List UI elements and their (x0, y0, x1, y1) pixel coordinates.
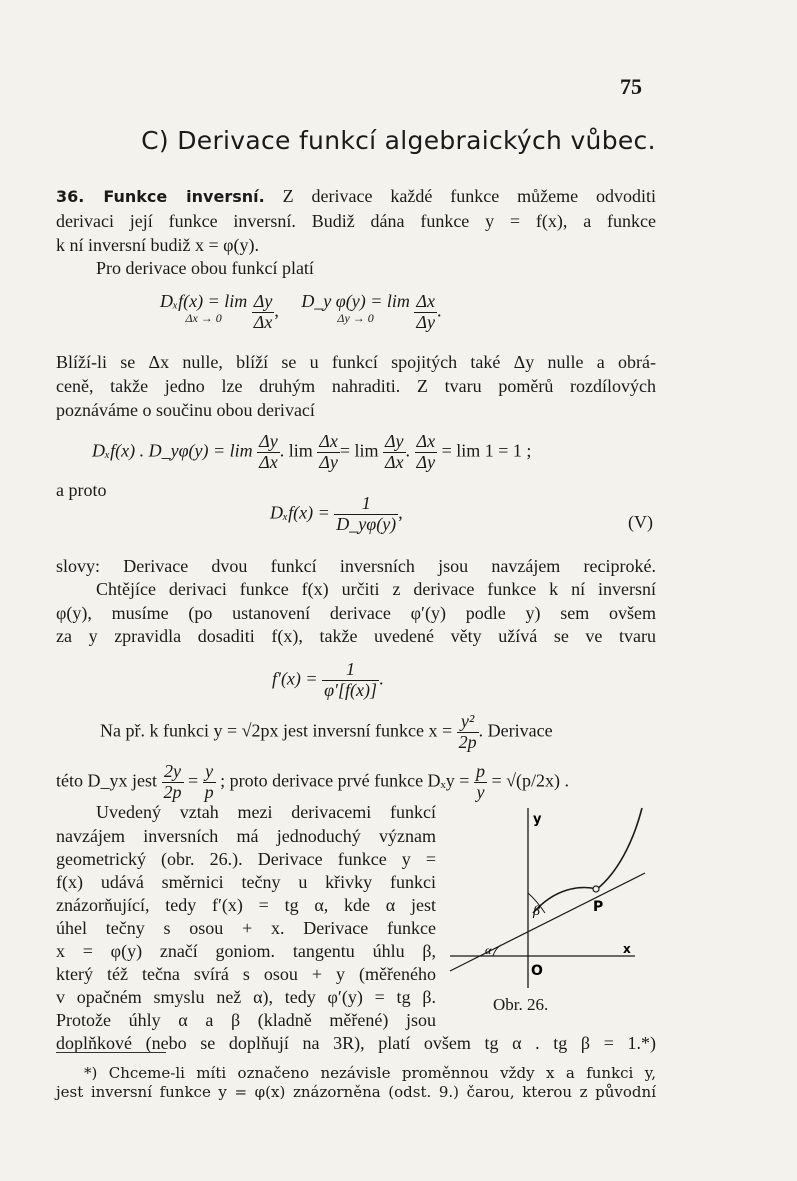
p2-line-3: poznáváme o součinu obou derivací (56, 400, 315, 420)
formula3-frac: $\frac{1}{D\_y\varphi(y)}$ (336, 493, 397, 534)
p3-line-2: Chtějíce derivaci funkce f(x) určiti z derivace funkce k ní inversní (96, 579, 656, 599)
p4-line-1-a: Na př. k funkci y = √2px jest inversní funkce x = (100, 720, 453, 741)
label-p: P (593, 899, 604, 915)
footnote-rule (56, 1052, 166, 1053)
p5-line-2: navzájem inversních má jednoduchý význam (56, 826, 436, 846)
p1-line-4: Pro derivace obou funkcí platí (96, 258, 314, 278)
p5-line-7: x = φ(y) značí goniom. tangentu úhlu β, (56, 941, 436, 961)
formula1-left-b: D_y φ(y) = lim (301, 291, 410, 311)
p3-line-3: φ(y), musíme (po ustanovení derivace φ′(y) podle y) sem ovšem (56, 603, 656, 623)
label-o: O (531, 963, 543, 979)
formula-reciprocal (270, 494, 403, 535)
footnote-line-2: jest inversní funkce y = φ(x) znázorněna (odst. 9.) čarou, kterou z původní (56, 1083, 656, 1101)
formula2-dot: . (405, 440, 411, 461)
p4-frac-3: $\frac{p}{y}$ (475, 761, 485, 802)
p4-line-2-a: této D_yx jest (56, 770, 157, 791)
formula2-frac-2: $\frac{\Delta x}{\Delta y}$ (319, 431, 338, 472)
p4-frac-inverse: $\frac{\text{y²}}{2p}$ (458, 711, 477, 752)
p5-line-9: v opačném smyslu než α), tedy φ′(y) = tg β. (56, 987, 436, 1007)
p4-line-1-b: . Derivace (478, 720, 553, 741)
figure-caption: Obr. 26. (493, 995, 549, 1014)
formula1-frac-b: $\frac{\Delta x}{\Delta y}$ (416, 291, 435, 332)
p2-line-2: ceně, takže jedno lze druhým nahraditi. Z tvaru poměrů rozdílových (56, 376, 656, 396)
label-alpha: α (485, 943, 492, 957)
formula2-left: Dₓf(x) . D_yφ(y) = lim (92, 440, 253, 461)
formula-limits: Dₓf(x) = lim Δx → 0 $\frac{\Delta y}{\Delta x}$ , D_y φ(y) = lim Δy → 0 $\frac{\Delta x}{\Delta y}$ . (160, 291, 442, 332)
p4-frac-2: $\frac{y}{p}$ (204, 761, 214, 802)
formula4-frac: $\frac{1}{\varphi'[f(x)]}$ (324, 659, 377, 700)
formula2-mid-2: = lim (339, 440, 379, 461)
formula2-right: = lim 1 = 1 ; (441, 440, 532, 461)
function-curve (533, 808, 642, 913)
formula3-left: Dₓf(x) = (270, 502, 330, 523)
equation-number: (V) (628, 512, 653, 532)
footnote-line-1: *) Chceme-li míti označeno nezávisle proměnnou vždy x a funkci y, (84, 1064, 656, 1082)
formula2-frac-3: $\frac{\Delta y}{\Delta x}$ (384, 431, 404, 472)
p1-line-1-text: Z derivace každé funkce můžeme odvoditi (282, 186, 656, 206)
label-beta: β (533, 904, 540, 919)
p4-eq: = (188, 770, 199, 791)
p5-line-8: který též tečna svírá s osou + y (měřeného (56, 964, 436, 984)
p5-line-11: doplňkové (nebo se doplňují na 3R), platí ovšem tg α . tg β = 1.*) (56, 1033, 656, 1053)
formula1-frac-a: $\frac{\Delta y}{\Delta x}$ (253, 291, 273, 332)
formula2-frac-4: $\frac{\Delta x}{\Delta y}$ (416, 431, 436, 472)
p5-line-6: úhel tečny s osou + x. Derivace funkce (56, 918, 436, 938)
alpha-arc (493, 945, 501, 956)
p5-line-10: Protože úhly α a β (kladně měřené) jsou (56, 1010, 436, 1030)
p1-line-2: derivaci její funkce inversní. Budiž dána funkce y = f(x), a funkce (56, 211, 656, 231)
formula2-mid-1: . lim (279, 440, 313, 461)
p4-frac-1: $\frac{2y}{2p}$ (163, 761, 182, 802)
formula4-tail: . (378, 668, 384, 689)
a-proto-text: a proto (56, 480, 107, 500)
p1-line-3: k ní inversní budiž x = φ(y). (56, 235, 260, 255)
p4-line-2-b: ; proto derivace prvé funkce Dₓy = (220, 770, 470, 791)
p3-line-1: slovy: Derivace dvou funkcí inversních jsou navzájem reciproké. (56, 556, 656, 576)
label-x: x (623, 942, 631, 956)
formula-product (92, 432, 531, 473)
formula2-frac-1: $\frac{\Delta y}{\Delta x}$ (259, 431, 278, 472)
point-p-marker (593, 886, 599, 892)
p4-line-2 (56, 762, 656, 803)
p4-line-2-c: = √(p/2x) . (491, 770, 569, 791)
figure-26 (445, 803, 650, 998)
p5-line-5: znázorňující, tedy f′(x) = tg α, kde α jest (56, 895, 436, 915)
p5-line-1: Uvedený vztah mezi derivacemi funkcí (96, 802, 436, 822)
formula1-under-a: Δx → 0 (185, 310, 222, 325)
formula4-left: f′(x) = (272, 668, 318, 689)
label-y: y (533, 812, 542, 827)
p5-line-4: f(x) udává směrnici tečny u křivky funkci (56, 872, 436, 892)
formula1-under-b: Δy → 0 (337, 310, 374, 325)
section-label: 36. Funkce inversní. (56, 187, 265, 206)
p4-line-1 (100, 712, 700, 753)
formula-fprime (272, 660, 383, 701)
p2-line-1: Blíží-li se Δx nulle, blíží se u funkcí spojitých také Δy nulle a obrá- (56, 352, 656, 372)
formula3-tail: , (398, 502, 403, 523)
page-number: 75 (620, 74, 642, 99)
formula1-left-a: Dₓf(x) = lim (160, 291, 248, 311)
section-heading: C) Derivace funkcí algebraických vůbec. (141, 126, 656, 155)
p5-line-3: geometrický (obr. 26.). Derivace funkce y = (56, 849, 436, 869)
p3-line-4: za y zpravidla dosaditi f(x), takže uvedené věty užívá se ve tvaru (56, 626, 656, 646)
p1-line-1 (56, 186, 656, 207)
